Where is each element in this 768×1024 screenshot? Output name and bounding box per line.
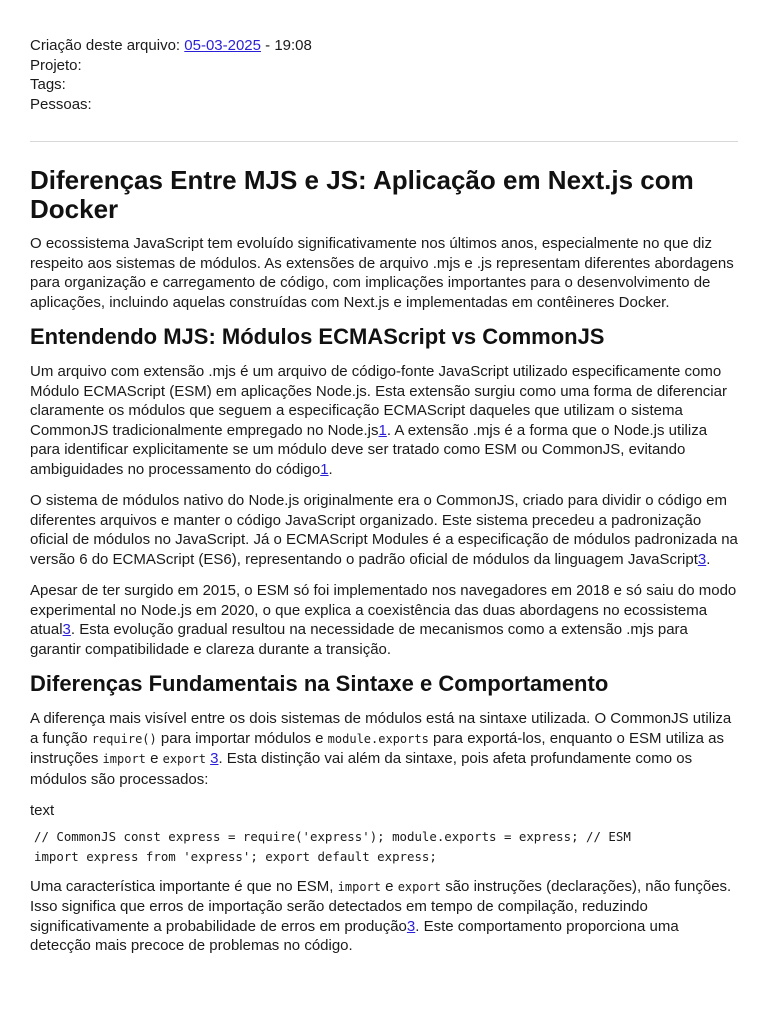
paragraph-commonjs-history bbox=[30, 491, 740, 569]
created-row bbox=[30, 36, 312, 56]
text-span: Uma característica importante é que no ESM, bbox=[30, 877, 334, 895]
text-span: A diferença mais visível entre os dois sistemas de módulos está na sintaxe utilizada. O CommonJS utiliza a função bbox=[30, 710, 732, 747]
text-span: e bbox=[150, 750, 159, 767]
reference-link[interactable]: 3 bbox=[62, 621, 71, 638]
code-language-label: text bbox=[30, 802, 55, 819]
paragraph-esm-statements bbox=[30, 877, 740, 956]
inline-code: module.exports bbox=[327, 731, 429, 746]
inline-code: import bbox=[337, 879, 381, 894]
text-span: . A extensão .mjs é a forma que o Node.js utiliza para identificar explicitamente se um módulo deve ser tratado como ESM ou CommonJS, evitando ambiguidades no processamento do código bbox=[30, 421, 708, 478]
section-heading-syntax: Diferenças Fundamentais na Sintaxe e Comportamento bbox=[30, 671, 609, 696]
section-heading-mjs: Entendendo MJS: Módulos ECMAScript vs CommonJS bbox=[30, 324, 605, 349]
created-date-link[interactable]: 05-03-2025 bbox=[184, 37, 261, 54]
article-content bbox=[30, 166, 740, 968]
inline-code: export bbox=[162, 752, 206, 766]
created-label: Criação deste arquivo: bbox=[30, 37, 181, 54]
code-line: import express from 'express'; export default express; bbox=[34, 848, 437, 864]
tags-label: Tags: bbox=[30, 76, 66, 93]
text-span: são instruções (declarações), não funções. Isso significa que erros de importação serão detectados em tempo de compilação, reduzindo significativamente a probabilidade de erros em produção bbox=[30, 877, 732, 935]
paragraph-esm-timeline bbox=[30, 581, 740, 659]
reference-link[interactable]: 3 bbox=[406, 917, 416, 935]
intro-paragraph: O ecossistema JavaScript tem evoluído significativamente nos últimos anos, especialmente no que diz respeito aos sistemas de módulos. As extensões de arquivo .mjs e .js representam diferentes abordagens para organização e carregamento de código, com implicações importantes para o desenvolvimento de aplicações, incluindo aquelas construídas com Next.js e implementadas em contêineres Docker. bbox=[30, 235, 734, 311]
text-span: para exportá-los, enquanto o ESM utiliza as instruções bbox=[30, 729, 724, 767]
code-block bbox=[34, 827, 740, 867]
text-span: . Este comportamento proporciona uma detecção mais precoce de problemas no código. bbox=[30, 917, 679, 954]
reference-link[interactable]: 3 bbox=[697, 550, 707, 568]
reference-link[interactable]: 3 bbox=[210, 750, 219, 767]
inline-code: require() bbox=[91, 731, 157, 746]
reference-link[interactable]: 1 bbox=[320, 460, 329, 478]
project-label: Projeto: bbox=[30, 56, 82, 74]
page-title: Diferenças Entre MJS e JS: Aplicação em Next.js com Docker bbox=[30, 165, 694, 224]
paragraph-mjs-definition bbox=[30, 362, 740, 479]
paragraph-syntax-diff bbox=[30, 709, 740, 789]
reference-link[interactable]: 1 bbox=[378, 421, 387, 439]
inline-code: import bbox=[102, 752, 146, 766]
text-span: . bbox=[706, 550, 711, 568]
created-time: - 19:08 bbox=[265, 37, 312, 54]
inline-code: export bbox=[397, 879, 442, 894]
metadata-block bbox=[30, 36, 312, 114]
code-line: // CommonJS const express = require('express'); module.exports = express; // ESM bbox=[34, 828, 631, 844]
people-label: Pessoas: bbox=[30, 95, 92, 113]
text-span: para importar módulos e bbox=[160, 729, 324, 747]
text-span: O sistema de módulos nativo do Node.js originalmente era o CommonJS, criado para dividir o código em diferentes arquivos e manter o código JavaScript organizado. Este sistema precedeu a padronização oficial de módulos no JavaScript. Já o ECMAScript Modules é a especificação de módulos padronizada na versão 6 do ECMAScript (ES6), representando o padrão oficial de módulos da linguagem JavaScript bbox=[30, 492, 738, 568]
text-span: . Esta distinção vai além da sintaxe, pois afeta profundamente como os módulos são processados: bbox=[30, 750, 693, 788]
text-span: Apesar de ter surgido em 2015, o ESM só foi implementado nos navegadores em 2018 e só saiu do modo experimental no Node.js em 2020, o que explica a coexistência das duas abordagens no ecossistema atual bbox=[30, 582, 737, 638]
text-span: e bbox=[385, 877, 394, 895]
text-span: . Esta evolução gradual resultou na necessidade de mecanismos como a extensão .mjs para garantir compatibilidade e clareza durante a transição. bbox=[30, 621, 688, 658]
text-span: . bbox=[328, 460, 333, 478]
divider bbox=[30, 141, 738, 142]
text-span: Um arquivo com extensão .mjs é um arquivo de código-fonte JavaScript utilizado especificamente como Módulo ECMAScript (ESM) em aplicações Node.js. Esta extensão surgiu como uma forma de diferenciar claramente os módulos que seguem a especificação ECMAScript daqueles que utilizam o sistema CommonJS tradicionalmente empregado no Node.js bbox=[30, 363, 727, 439]
